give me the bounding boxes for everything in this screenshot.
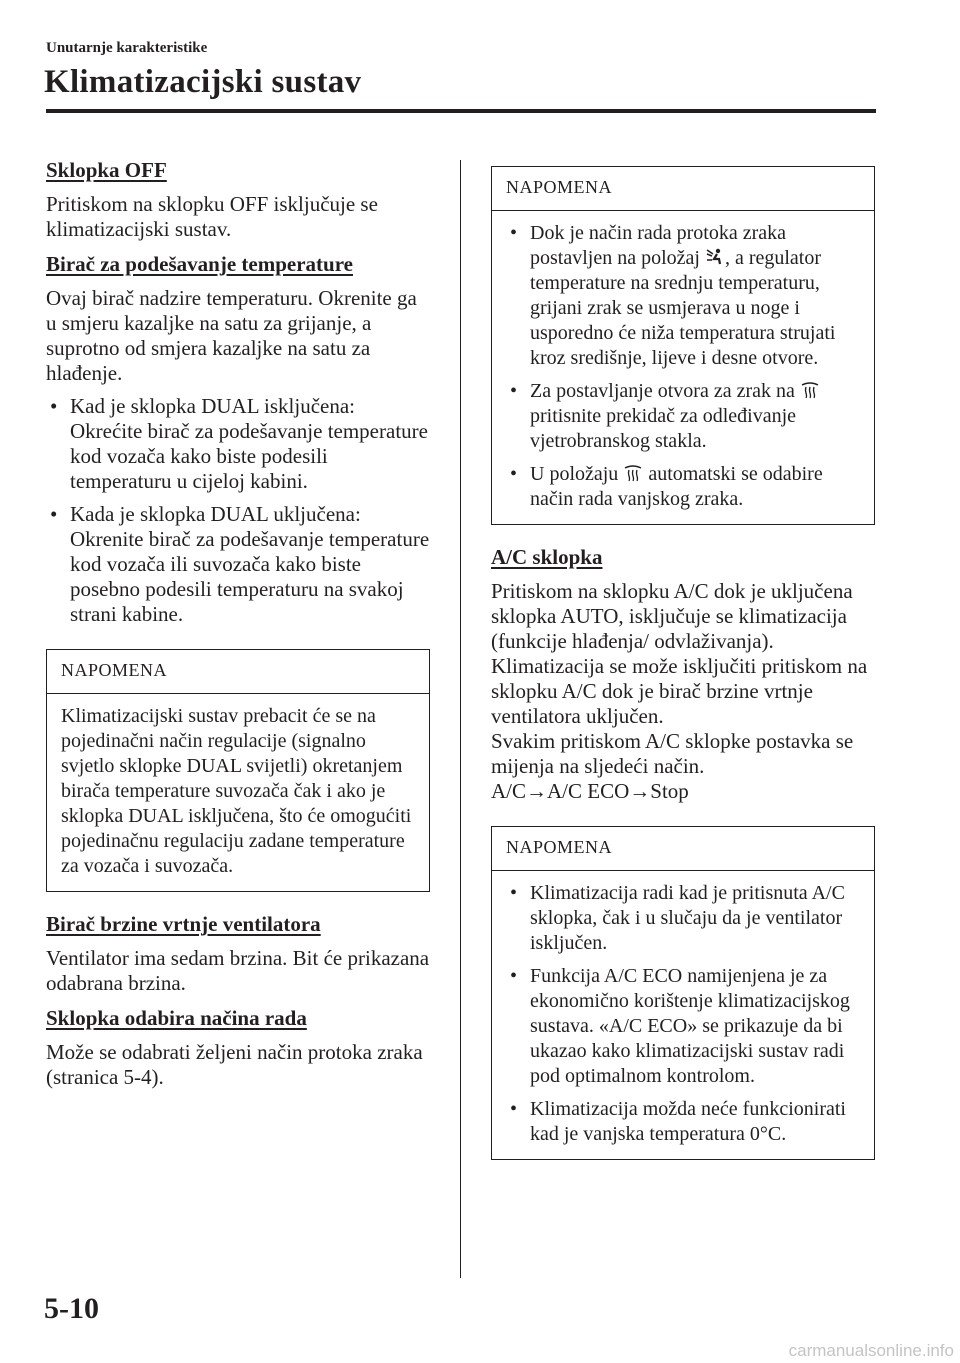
title-rule (46, 109, 876, 113)
temperature-selector-text: Ovaj birač nadzire temperaturu. Okrenite ga u smjeru kazaljke na satu za grijanje, a suprotno od smjera kazaljke na satu za hlađenje. (46, 286, 417, 385)
temperature-bullets (46, 394, 430, 627)
list-item: • Klimatizacija radi kad je pritisnuta A/C sklopka, čak i u slučaju da je ventilator isključen. (506, 881, 860, 956)
list-item: • Za postavljanje otvora za zrak na pritisnite prekidač za odleđivanje vjetrobranskog stakla. (506, 379, 860, 454)
off-switch-heading: Sklopka OFF (46, 158, 167, 182)
list-item: • Dok je način rada protoka zraka postavljen na položaj , a regulator temperature na srednju temperaturu, grijani zrak se usmjerava u noge i usporedno će niža temperatura strujati kroz središnje, lijeve i desne otvore. (506, 221, 860, 371)
note-title: NAPOMENA (47, 650, 429, 694)
section-label: Unutarnje karakteristike (46, 40, 208, 56)
list-item: • Kada je sklopka DUAL uključena: Okrenite birač za podešavanje temperature kod vozača ili suvozača kako biste posebno podesili temperaturu na svakoj strani kabine. (46, 502, 430, 627)
list-item: • U položaju automatski se odabire način rada vanjskog zraka. (506, 462, 860, 512)
note-title: NAPOMENA (492, 167, 874, 211)
off-switch-text: Pritiskom na sklopku OFF isključuje se klimatizacijski sustav. (46, 192, 378, 241)
right-column (491, 166, 875, 1178)
fan-speed-heading: Birač brzine vrtnje ventilatora (46, 912, 321, 936)
windshield-defrost-icon (800, 381, 820, 399)
ac-sequence: A/C→A/C ECO→Stop (491, 779, 689, 803)
mode-selector-heading: Sklopka odabira načina rada (46, 1006, 307, 1030)
temperature-selector-heading: Birač za podešavanje temperature (46, 252, 353, 276)
note-box-dual (46, 649, 430, 892)
ac-switch-heading: A/C sklopka (491, 545, 603, 569)
note-box-airflow (491, 166, 875, 525)
watermark: carmanualsonline.info (788, 1341, 954, 1360)
left-column (46, 156, 430, 1098)
note-title: NAPOMENA (492, 827, 874, 871)
mode-selector-text: Može se odabrati željeni način protoka zraka (stranica 5-4). (46, 1040, 423, 1089)
note-box-ac (491, 826, 875, 1160)
ac-switch-text: Pritiskom na sklopku A/C dok je uključena sklopka AUTO, isključuje se klimatizacija (funkcije hlađenja/ odvlaživanja). Klimatizacija se može isključiti pritiskom na sklopku A/C dok je birač brzine vrtnje ventilatora uključen. Svakim pritiskom A/C sklopke postavka se mijenja na sljedeći način. A/C→A/C ECO→Stop (491, 579, 868, 803)
page-title: Klimatizacijski sustav (44, 64, 362, 100)
note-text: Klimatizacijski sustav prebacit će se na pojedinačni način regulacije (signalno svjetlo sklopke DUAL svijetli) okretanjem birača temperature suvozača čak i ako je sklopka DUAL isključena, što će omogućiti pojedinačnu regulaciju zadane temperature za vozača i suvozača. (61, 705, 412, 877)
list-item: • Klimatizacija možda neće funkcionirati kad je vanjska temperatura 0°C. (506, 1097, 860, 1147)
page-number: 5-10 (44, 1292, 99, 1325)
windshield-defrost-icon (623, 464, 643, 482)
list-item: • Kad je sklopka DUAL isključena: Okrećite birač za podešavanje temperature kod vozača kako biste podesili temperaturu u cijeloj kabini. (46, 394, 430, 494)
list-item: • Funkcija A/C ECO namijenjena je za ekonomično korištenje klimatizacijskog sustava. «A/C ECO» se prikazuje da bi ukazao kako klimatizacijski sustav radi pod optimalnom kontrolom. (506, 964, 860, 1089)
foot-defrost-mode-icon (705, 248, 725, 266)
column-divider (460, 160, 461, 1278)
fan-speed-text: Ventilator ima sedam brzina. Bit će prikazana odabrana brzina. (46, 946, 430, 995)
